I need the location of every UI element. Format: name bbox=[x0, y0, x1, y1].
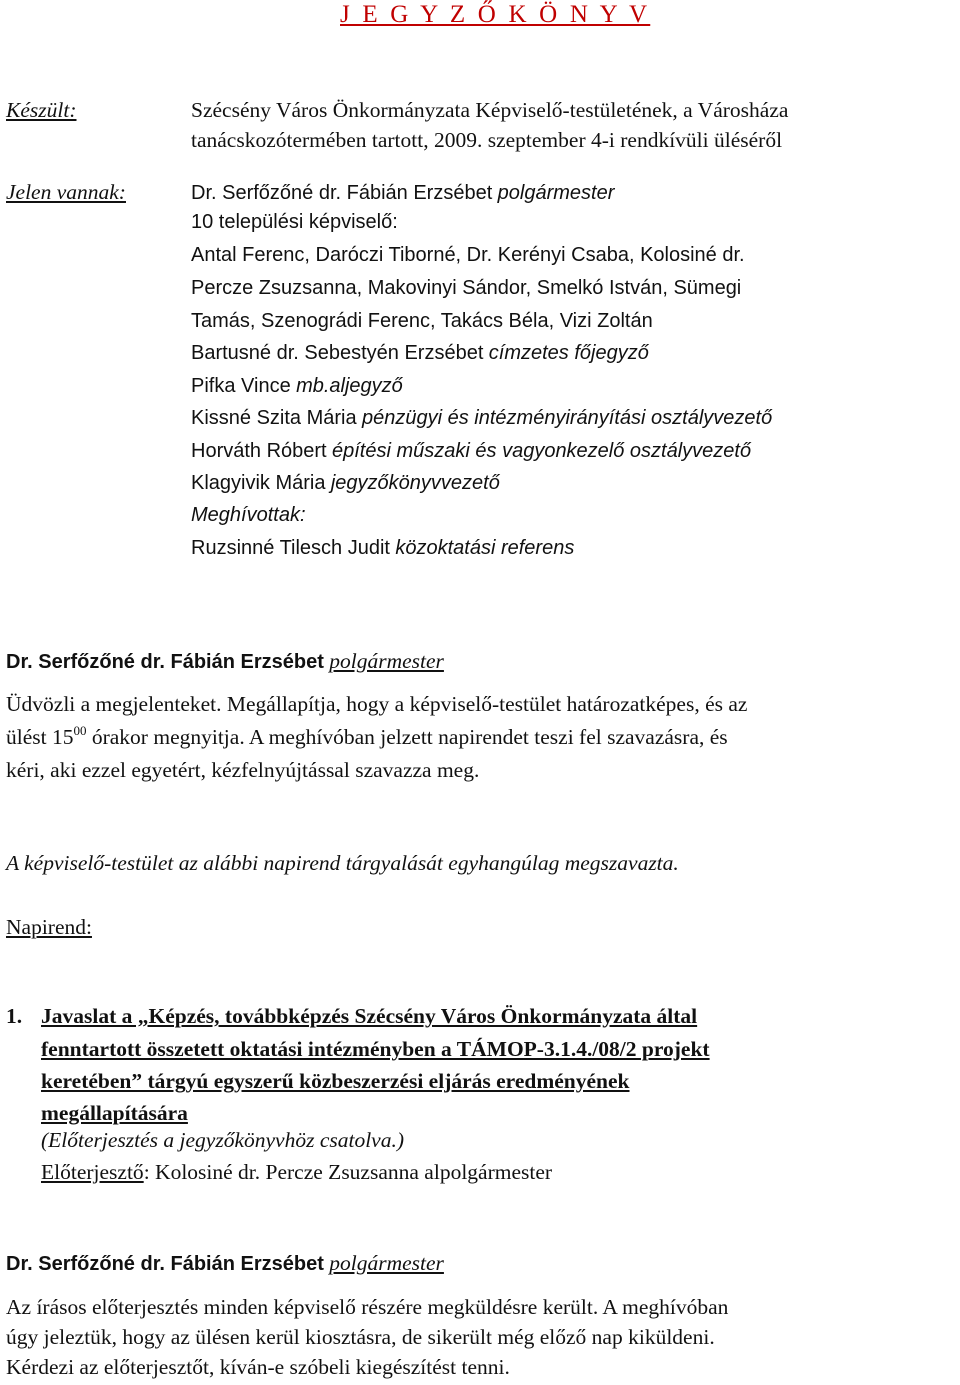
invited-label: Meghívottak: bbox=[191, 504, 306, 526]
speaker-2-role: polgármester bbox=[329, 1251, 444, 1275]
mayor-name: Dr. Serfőzőné dr. Fábián Erzsébet bbox=[191, 182, 493, 204]
keszult-label: Készült: bbox=[6, 98, 77, 122]
keszult-line-2: tanácskozótermében tartott, 2009. szeptember 4-i rendkívüli üléséről bbox=[191, 128, 783, 152]
speaker-1-role: polgármester bbox=[329, 649, 444, 673]
agenda-label: Napirend: bbox=[6, 915, 92, 939]
mayor-role: polgármester bbox=[497, 182, 615, 204]
invited-name: Ruzsinné Tilesch Judit bbox=[191, 537, 390, 559]
speaker-1-name: Dr. Serfőzőné dr. Fábián Erzsébet bbox=[6, 651, 324, 673]
notary-name: Bartusné dr. Sebestyén Erzsébet bbox=[191, 342, 484, 364]
speaker-1-line-2a: ülést 15 bbox=[6, 725, 74, 749]
invited-role: közoktatási referens bbox=[395, 537, 575, 559]
keszult-line-1: Szécsény Város Önkormányzata Képviselő-testületének, a Városháza bbox=[191, 98, 789, 122]
presenter-name: : Kolosiné dr. Percze Zsuzsanna alpolgármester bbox=[143, 1160, 553, 1184]
agenda-presenter bbox=[41, 1162, 552, 1184]
speaker-2-line-1: Az írásos előterjesztés minden képviselő részére megküldésre került. A meghívóban bbox=[6, 1295, 729, 1319]
attendee-tech bbox=[191, 440, 751, 462]
finance-role: pénzügyi és intézményirányítási osztályvezető bbox=[362, 407, 773, 429]
speaker-1-line-3: kéri, aki ezzel egyetért, kézfelnyújtással szavazza meg. bbox=[6, 758, 480, 782]
speaker-2-line-2: úgy jeleztük, hogy az ülésen kerül kiosztásra, de sikerült még előző nap kiküldeni. bbox=[6, 1325, 715, 1349]
attendee-mayor bbox=[191, 182, 614, 204]
speaker-1 bbox=[6, 651, 444, 673]
recorder-name: Klagyivik Mária bbox=[191, 472, 326, 494]
speaker-1-line-1: Üdvözli a megjelenteket. Megállapítja, hogy a képviselő-testület határozatképes, és az bbox=[6, 692, 748, 716]
tech-name: Horváth Róbert bbox=[191, 440, 327, 462]
notary-role: címzetes főjegyző bbox=[488, 342, 649, 364]
finance-name: Kissné Szita Mária bbox=[191, 407, 357, 429]
jelen-label: Jelen vannak: bbox=[6, 180, 126, 204]
speaker-2 bbox=[6, 1253, 444, 1275]
reps-line-3: Tamás, Szenográdi Ferenc, Takács Béla, Vizi Zoltán bbox=[191, 310, 653, 332]
agenda-item-line-2: fenntartott összetett oktatási intézményben a TÁMOP-3.1.4./08/2 projekt bbox=[41, 1037, 710, 1061]
document-title: J E G Y Z Ő K Ö N Y V bbox=[340, 1, 651, 28]
speaker-2-name: Dr. Serfőzőné dr. Fábián Erzsébet bbox=[6, 1253, 324, 1275]
agenda-item-number: 1. bbox=[6, 1004, 23, 1028]
attendee-recorder bbox=[191, 472, 500, 494]
deputy-name: Pifka Vince bbox=[191, 375, 291, 397]
attendee-notary bbox=[191, 342, 649, 364]
recorder-role: jegyzőkönyvvezető bbox=[330, 472, 500, 494]
tech-role: építési műszaki és vagyonkezelő osztályvezető bbox=[332, 440, 752, 462]
agenda-item-line-1: Javaslat a „Képzés, továbbképzés Szécsény Város Önkormányzata által bbox=[41, 1004, 698, 1028]
agenda-item-line-4: megállapítására bbox=[41, 1101, 188, 1125]
speaker-1-line-2b: órakor megnyitja. A meghívóban jelzett napirendet teszi fel szavazásra, és bbox=[86, 725, 728, 749]
attendee-finance bbox=[191, 407, 772, 429]
vote-note: A képviselő-testület az alábbi napirend tárgyalását egyhangúlag megszavazta. bbox=[6, 851, 679, 875]
agenda-attachment: (Előterjesztés a jegyzőkönyvhöz csatolva.) bbox=[41, 1128, 405, 1152]
deputy-role: mb.aljegyző bbox=[296, 375, 403, 397]
attendee-deputy bbox=[191, 375, 403, 397]
reps-line-2: Percze Zsuzsanna, Makovinyi Sándor, Smelkó István, Sümegi bbox=[191, 277, 742, 299]
speaker-2-line-3: Kérdezi az előterjesztőt, kíván-e szóbeli kiegészítést tenni. bbox=[6, 1355, 510, 1379]
presenter-label: Előterjesztő bbox=[41, 1160, 144, 1184]
speaker-1-line-2 bbox=[6, 723, 728, 749]
attendee-invited bbox=[191, 537, 574, 559]
reps-line-1: Antal Ferenc, Daróczi Tiborné, Dr. Kerényi Csaba, Kolosiné dr. bbox=[191, 244, 745, 266]
time-superscript: 00 bbox=[73, 723, 87, 738]
reps-count: 10 települési képviselő: bbox=[191, 211, 398, 233]
agenda-item-line-3: keretében” tárgyú egyszerű közbeszerzési eljárás eredményének bbox=[41, 1069, 630, 1093]
